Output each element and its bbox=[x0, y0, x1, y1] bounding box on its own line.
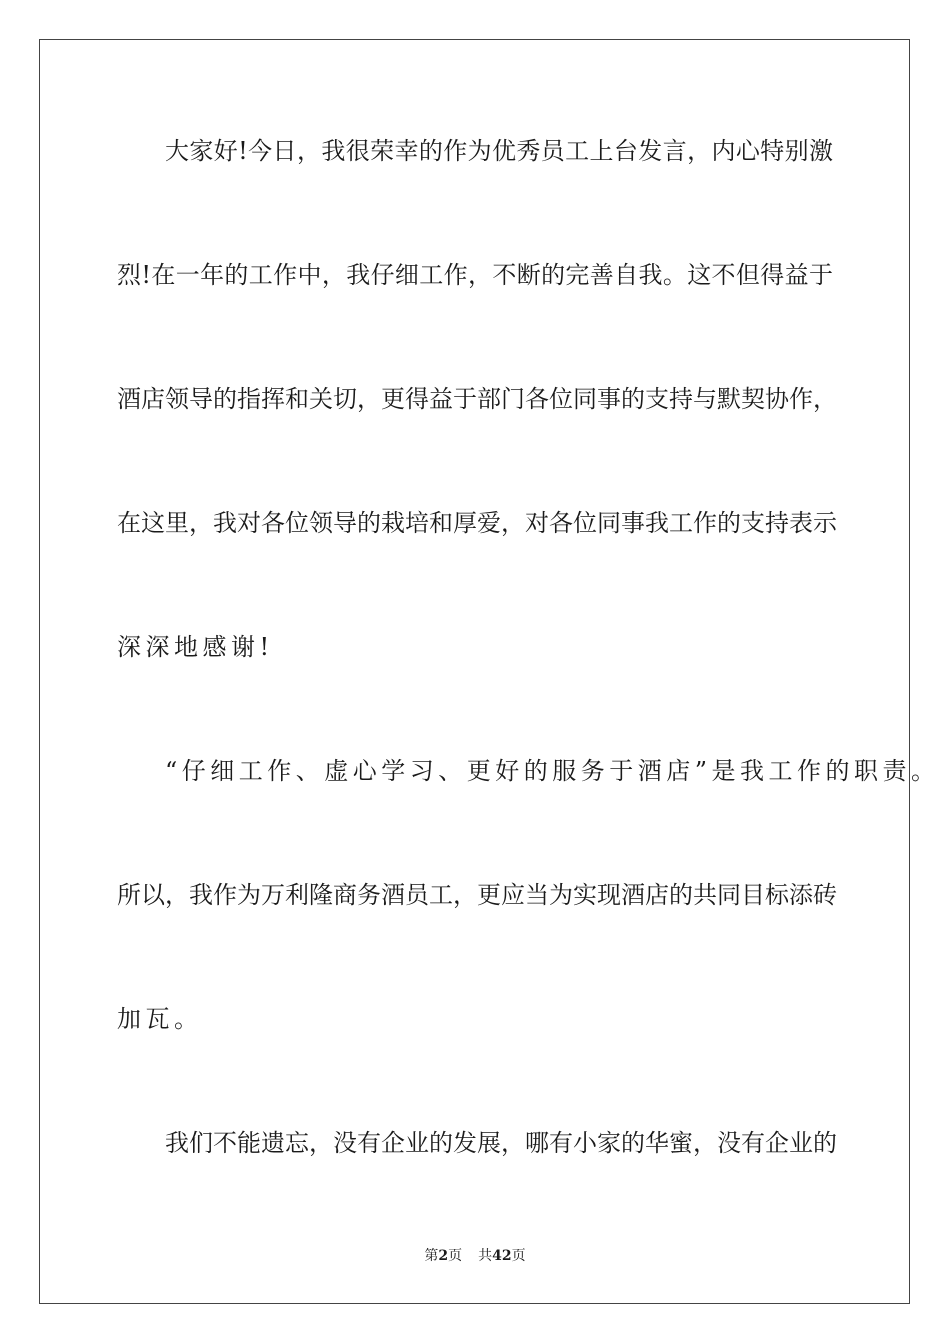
paragraph-3-line-1: 我们不能遗忘，没有企业的发展，哪有小家的华蜜，没有企业的 bbox=[165, 1129, 837, 1157]
total-label-suffix: 页 bbox=[511, 1248, 526, 1264]
paragraph-1-line-3: 酒店领导的指挥和关切，更得益于部门各位同事的支持与默契协作， bbox=[117, 385, 837, 413]
paragraph-2-line-1: “仔细工作、虚心学习、更好的服务于酒店”是我工作的职责。 bbox=[165, 757, 940, 785]
total-label-prefix: 共 bbox=[478, 1248, 493, 1264]
paragraph-1-line-5: 深深地感谢! bbox=[117, 633, 274, 661]
page-number: 2 bbox=[438, 1248, 449, 1264]
page-footer bbox=[0, 1246, 950, 1266]
page-label-prefix: 第 bbox=[424, 1248, 439, 1264]
paragraph-2-line-2: 所以，我作为万利隆商务酒员工，更应当为实现酒店的共同目标添砖 bbox=[117, 881, 837, 909]
page-label-suffix: 页 bbox=[448, 1248, 463, 1264]
page-frame bbox=[39, 39, 940, 1304]
total-pages: 42 bbox=[492, 1248, 512, 1264]
paragraph-1-line-4: 在这里，我对各位领导的栽培和厚爱，对各位同事我工作的支持表示 bbox=[117, 509, 837, 537]
paragraph-1-line-2: 烈!在一年的工作中，我仔细工作，不断的完善自我。这不但得益于 bbox=[117, 261, 833, 289]
paragraph-1-line-1: 大家好!今日，我很荣幸的作为优秀员工上台发言，内心特别激 bbox=[165, 137, 833, 165]
paragraph-2-line-3: 加瓦。 bbox=[117, 1005, 203, 1033]
